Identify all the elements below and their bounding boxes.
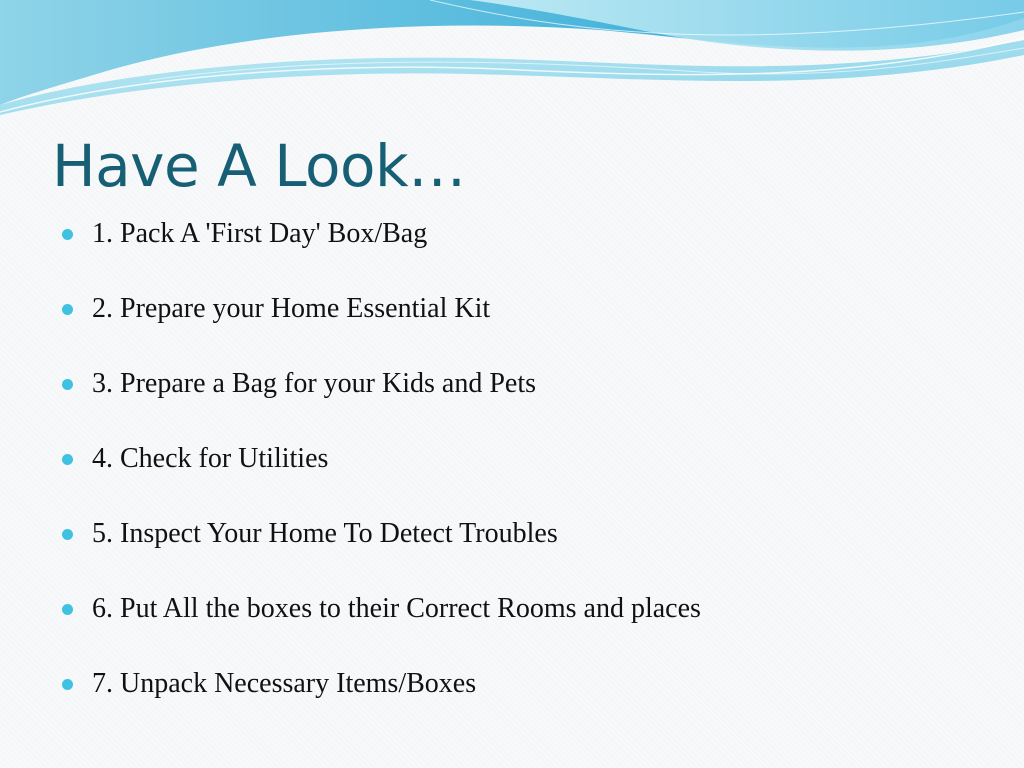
bullet-text: 1. Pack A 'First Day' Box/Bag xyxy=(92,218,428,249)
bullet-dot-icon xyxy=(62,604,73,615)
bullet-text: 4. Check for Utilities xyxy=(92,443,329,474)
bullet-dot-icon xyxy=(62,229,73,240)
bullet-text: 2. Prepare your Home Essential Kit xyxy=(92,293,491,324)
bullet-item xyxy=(62,214,701,289)
bullet-text: 7. Unpack Necessary Items/Boxes xyxy=(92,668,477,699)
bullet-dot-icon xyxy=(62,454,73,465)
bullet-item xyxy=(62,664,701,739)
bullet-text: 3. Prepare a Bag for your Kids and Pets xyxy=(92,368,537,399)
bullet-item xyxy=(62,364,701,439)
bullet-item xyxy=(62,289,701,364)
bullet-item xyxy=(62,589,701,664)
bullet-text: 5. Inspect Your Home To Detect Troubles xyxy=(92,518,558,549)
bullet-dot-icon xyxy=(62,679,73,690)
wave-decoration xyxy=(0,0,1024,130)
slide-title: Have A Look… xyxy=(52,132,466,200)
bullet-text: 6. Put All the boxes to their Correct Rooms and places xyxy=(92,593,701,624)
bullet-item xyxy=(62,439,701,514)
bullet-dot-icon xyxy=(62,304,73,315)
bullet-dot-icon xyxy=(62,529,73,540)
bullet-list xyxy=(62,214,701,739)
bullet-item xyxy=(62,514,701,589)
bullet-dot-icon xyxy=(62,379,73,390)
